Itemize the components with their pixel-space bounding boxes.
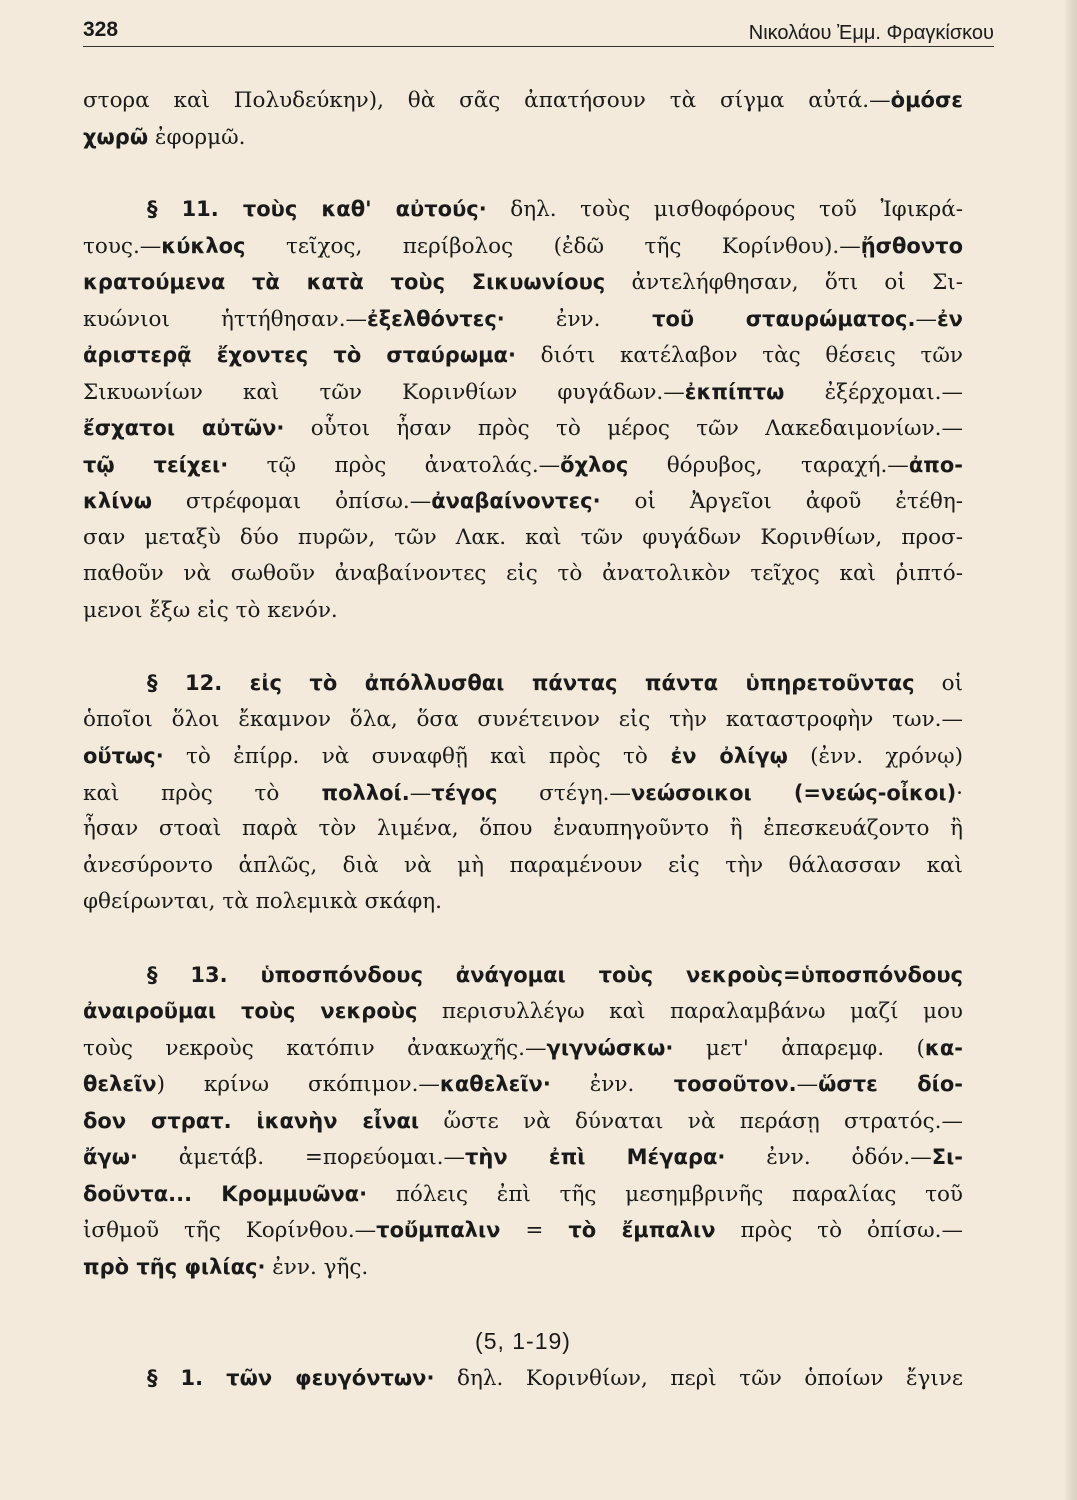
page-header [83,14,994,48]
header-rule [83,46,994,47]
text-line [83,374,963,411]
text-line [83,228,963,265]
bold-lemma: ἀναβαίνοντες· [431,489,601,513]
gloss-text: Σικυωνίων καὶ τῶν Κορινθίων φυγάδων.— [83,379,685,405]
text-line [83,410,963,447]
gloss-text: οἱ Ἀργεῖοι ἀφοῦ ἐτέθη- [600,489,963,514]
gloss-text: πόλεις ἐπὶ τῆς μεσημβρινῆς παραλίας τοῦ [367,1181,963,1207]
gloss-text: ἐνν. γῆς. [265,1254,369,1280]
bold-lemma: οὕτως· [83,744,164,768]
gloss-text: ὁποῖοι ὅλοι ἔκαμνον ὅλα, ὅσα συνέτεινον εἰς τὴν καταστροφὴν των.— [83,706,963,732]
gloss-text: τὸ ἐπίρρ. νὰ συναφθῇ καὶ πρὸς τὸ [163,744,648,769]
text-line [83,82,963,119]
text-line [83,119,963,156]
text-line [83,520,963,557]
bold-lemma: ἄγω· [83,1145,138,1169]
bold-lemma: Σι- [931,1145,963,1169]
gloss-text: ἐνν. [504,306,601,332]
bold-lemma: τῷ τείχει· [83,452,229,477]
text-line [83,1176,963,1213]
gloss-text: πρὸς τὸ ὀπίσω.— [715,1218,963,1243]
bold-lemma: ἐκπίπτω [684,379,785,404]
text-line [83,447,963,484]
gloss-text: καὶ πρὸς τὸ [83,780,280,806]
bold-lemma: ὁμόσε [890,88,963,112]
text-line [83,483,963,520]
gloss-text: — [409,780,432,806]
text-line [83,1030,963,1067]
gloss-text: δηλ. τοὺς μισθοφόρους τοῦ Ἰφικρά- [486,197,963,222]
bold-lemma: τοὔμπαλιν [376,1218,501,1242]
text-line [83,337,963,374]
gloss-text: ὥστε νὰ δύναται νὰ περάσῃ στρατός.— [419,1108,963,1134]
gloss-text: ἐξέρχομαι.— [784,379,963,405]
gloss-text: = [500,1218,569,1243]
bold-lemma: χωρῶ [83,124,149,149]
section-reference: (5, 1-19) [475,1328,571,1354]
text-line [83,593,963,630]
bold-lemma: τοσοῦτον. [634,1072,797,1096]
gloss-text: τοὺς νεκροὺς κατόπιν ἀνακωχῆς.— [83,1035,547,1061]
bold-lemma: § 12. εἰς τὸ ἀπόλλυσθαι πάντας πάντα ὑπηρετοῦντας [147,671,915,695]
gloss-text: οἱ [914,671,963,696]
bold-lemma: πολλοί. [279,780,410,805]
gloss-text: στέγη.— [497,780,631,806]
text-line [83,191,963,228]
bold-lemma: ὥστε δίο- [818,1072,963,1096]
gloss-text: ) κρίνω σκόπιμον.— [156,1072,440,1097]
gloss-text: οὗτοι ἦσαν πρὸς τὸ μέρος τῶν Λακεδαιμονίων.— [284,416,963,441]
text-line [83,1249,963,1286]
gloss-text: ἀνεσύροντο ἁπλῶς, διὰ νὰ μὴ παραμένουν εἰς τὴν θάλασσαν καὶ [83,852,963,878]
bold-lemma: κρατούμενα τὰ κατὰ τοὺς Σικυωνίους [83,270,606,294]
gloss-text: · [956,780,964,806]
gloss-text: (ἐνν. χρόνῳ) [787,744,963,769]
text-line [83,264,963,301]
bold-lemma: ᾔσθοντο [860,233,963,258]
text-line [83,1103,963,1140]
text-line [83,884,963,921]
text-line [83,775,963,812]
text-line [83,1360,963,1397]
bold-lemma: § 13. ὑποσπόνδους ἀνάγομαι τοὺς νεκροὺς=ὑποσπόνδους [147,962,963,987]
gloss-text: ἐνν. [550,1072,635,1097]
bold-lemma: κύκλος [161,233,246,258]
gloss-text: ἀμετάβ. =πορεύομαι.— [137,1145,465,1170]
gloss-text: στρέφομαι ὀπίσω.— [151,489,432,514]
text-line [83,993,963,1030]
text-line [83,1139,963,1176]
gloss-text: παθοῦν νὰ σωθοῦν ἀναβαίνοντες εἰς τὸ ἀνατολικὸν τεῖχος καὶ ῥιπτό- [83,561,963,586]
bold-lemma: γιγνώσκω· [546,1035,674,1060]
text-line [83,301,963,338]
text-line [83,702,963,739]
gloss-text: τεῖχος, περίβολος (ἐδῶ τῆς Κορίνθου).— [245,233,861,259]
running-title: Νικολάου Ἐμμ. Φραγκίσκου [748,22,994,44]
page-edge-shadow [1065,0,1077,1500]
bold-lemma: ἀπο- [908,452,963,477]
text-line [83,811,963,848]
bold-lemma: πρὸ τῆς φιλίας· [83,1254,266,1279]
bold-lemma: καθελεῖν· [439,1072,551,1096]
bold-lemma: θελεῖν [83,1072,157,1096]
gloss-text: ἐνν. ὁδόν.— [725,1145,932,1170]
bold-lemma: τὸ ἔμπαλιν [568,1218,716,1242]
gloss-text: ἰσθμοῦ τῆς Κορίνθου.— [83,1218,377,1243]
text-line [83,556,963,593]
bold-lemma: § 11. τοὺς καθ' αὐτούς· [147,197,487,221]
gloss-text: θόρυβος, ταραχή.— [628,452,909,478]
gloss-text: ἐφορμῶ. [148,124,246,150]
text-line [83,1066,963,1103]
bold-lemma: κλίνω [83,489,152,513]
gloss-text: — [796,1072,819,1097]
bold-lemma: ἐν ὀλίγῳ [647,744,788,768]
bold-lemma: κα- [924,1035,963,1060]
bold-lemma: ὄχλος [560,452,629,477]
bold-lemma: νεώσοικοι (=νεώς-οἶκοι) [630,780,957,805]
gloss-text: τῷ πρὸς ἀνατολάς.— [228,452,561,478]
bold-lemma: § 1. τῶν φευγόντων· [147,1365,435,1390]
gloss-text: περισυλλέγω καὶ παραλαμβάνω μαζί μου [417,999,963,1024]
page-number: 328 [83,18,119,41]
text-line [83,957,963,994]
bold-lemma: ἀριστερᾷ ἔχοντες τὸ σταύρωμα· [83,343,516,367]
text-line [83,665,963,702]
gloss-text: μετ' ἀπαρεμφ. ( [673,1035,925,1061]
text-line [83,1212,963,1249]
text-line [83,738,963,775]
gloss-text: σαν μεταξὺ δύο πυρῶν, τῶν Λακ. καὶ τῶν φυγάδων Κορινθίων, προσ- [83,524,963,550]
gloss-text: δηλ. Κορινθίων, περὶ τῶν ὁποίων ἔγινε [434,1365,963,1391]
bold-lemma: ἐξελθόντες· [367,306,505,331]
bold-lemma: δοῦντα... Κρομμυῶνα· [83,1181,368,1206]
gloss-text: διότι κατέλαβον τὰς θέσεις τῶν [515,343,963,368]
bold-lemma: ἐν [936,306,963,331]
gloss-text: μενοι ἔξω εἰς τὸ κενόν. [83,597,338,623]
bold-lemma: ἔσχατοι αὐτῶν· [83,416,285,440]
gloss-text: ἦσαν στοαὶ παρὰ τὸν λιμένα, ὅπου ἐναυπηγοῦντο ἢ ἐπεσκευάζοντο ἢ [83,816,963,841]
gloss-text: στορα καὶ Πολυδεύκην), θὰ σᾶς ἀπατήσουν τὰ σίγμα αὐτά.— [83,88,891,113]
bold-lemma: τοῦ σταυρώματος. [600,306,916,331]
bold-lemma: τὴν ἐπὶ Μέγαρα· [464,1145,726,1169]
gloss-text: ἀντελήφθησαν, ὅτι οἱ Σι- [605,270,963,295]
text-line [83,848,963,885]
gloss-text: φθείρωνται, τὰ πολεμικὰ σκάφη. [83,889,443,914]
commentary-text [83,82,963,1396]
gloss-text: τους.— [83,233,162,259]
bold-lemma: ἀναιροῦμαι τοὺς νεκροὺς [83,999,418,1023]
gloss-text: κυώνιοι ἡττήθησαν.— [83,306,368,332]
bold-lemma: δον στρατ. ἱκανὴν εἶναι [83,1108,420,1133]
gloss-text: — [915,306,937,332]
bold-lemma: τέγος [431,780,498,805]
